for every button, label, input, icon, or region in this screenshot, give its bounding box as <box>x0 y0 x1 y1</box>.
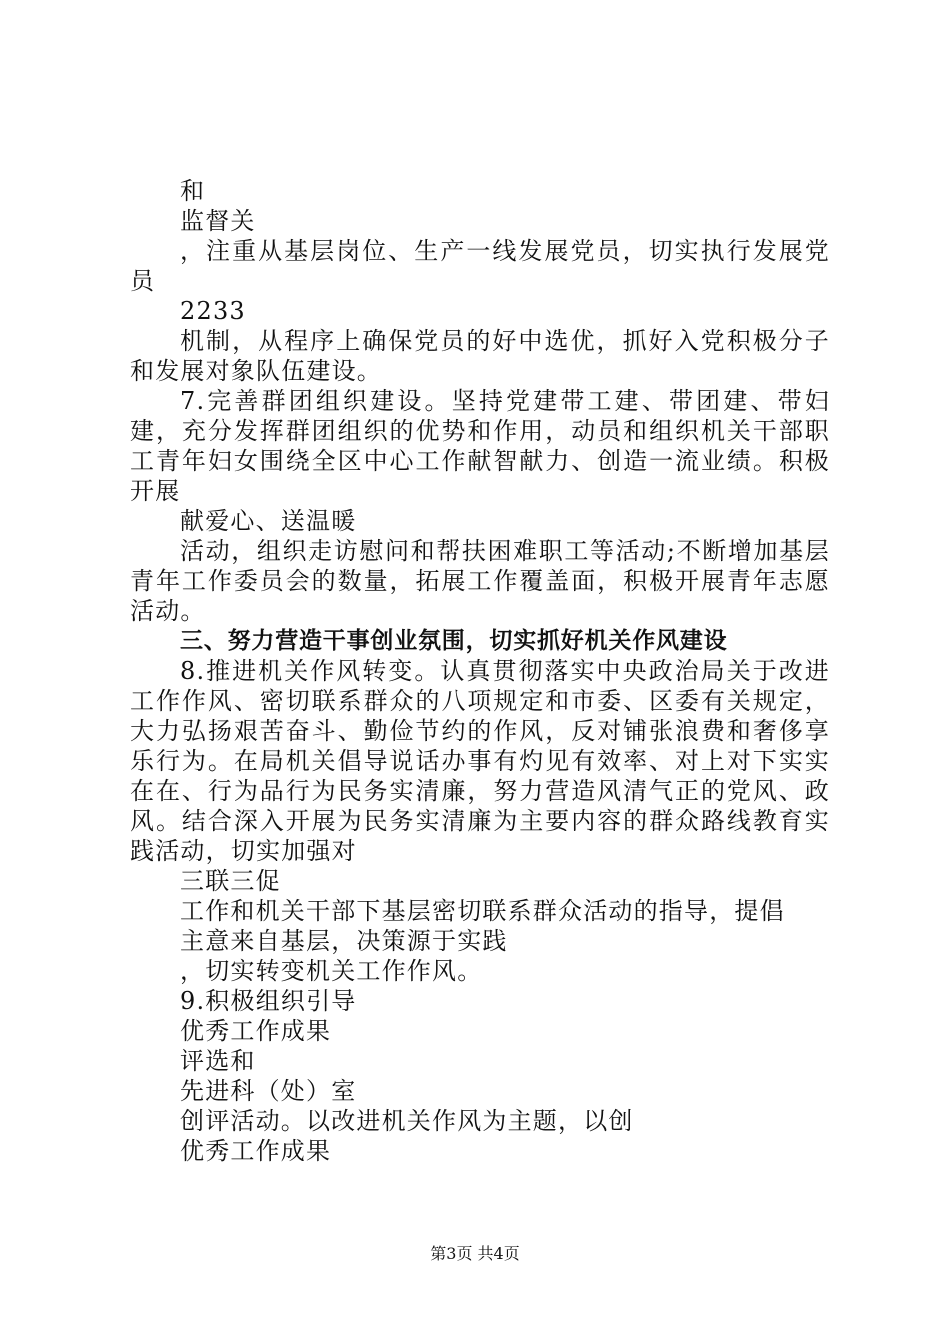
text-line: 主意来自基层，决策源于实践 <box>180 927 508 955</box>
text-line: 工作和机关干部下基层密切联系群众活动的指导，提倡 <box>180 897 785 925</box>
text-line: 评选和 <box>180 1047 256 1075</box>
section-heading: 三、努力营造干事创业氛围，切实抓好机关作风建设 <box>180 628 728 654</box>
text-line: 创评活动。以改进机关作风为主题，以创 <box>180 1107 634 1135</box>
text-paragraph: 8.推进机关作风转变。认真贯彻落实中央政治局关于改进工作作风、密切联系群众的八项规定和市委、区委有关规定，大力弘扬艰苦奋斗、勤俭节约的作风，反对铺张浪费和奢侈享乐行为。在局机关倡导说话办事有灼见有效率、对上对下实实在在、行为品行为民务实清廉，努力营造风清气正的党风、政风。结合深入开展为民务实清廉为主要内容的群众路线教育实践活动，切实加强对 <box>130 657 830 865</box>
text-line: 三联三促 <box>180 867 281 895</box>
document-body <box>130 176 830 1166</box>
text-paragraph: ，注重从基层岗位、生产一线发展党员，切实执行发展党员 <box>130 237 830 295</box>
text-line: 和 <box>180 177 206 205</box>
page-number: 第3页 共4页 <box>430 1244 520 1263</box>
text-line: ，切实转变机关工作作风。 <box>180 957 483 985</box>
text-paragraph: 7.完善群团组织建设。坚持党建带工建、带团建、带妇建，充分发挥群团组织的优势和作用，动员和组织机关干部职工青年妇女围绕全区中心工作献智献力、创造一流业绩。积极开展 <box>130 387 830 505</box>
text-line: 献爱心、送温暖 <box>180 507 357 535</box>
text-paragraph: 机制，从程序上确保党员的好中选优，抓好入党积极分子和发展对象队伍建设。 <box>130 327 830 385</box>
text-line: 优秀工作成果 <box>180 1017 332 1045</box>
text-paragraph: 活动，组织走访慰问和帮扶困难职工等活动;不断增加基层青年工作委员会的数量，拓展工作覆盖面，积极开展青年志愿活动。 <box>130 537 830 625</box>
text-line: 9.积极组织引导 <box>180 987 357 1015</box>
text-line: 先进科（处）室 <box>180 1077 357 1105</box>
text-line: 监督关 <box>180 207 256 235</box>
text-line: 2233 <box>180 297 246 325</box>
text-line: 优秀工作成果 <box>180 1137 332 1165</box>
